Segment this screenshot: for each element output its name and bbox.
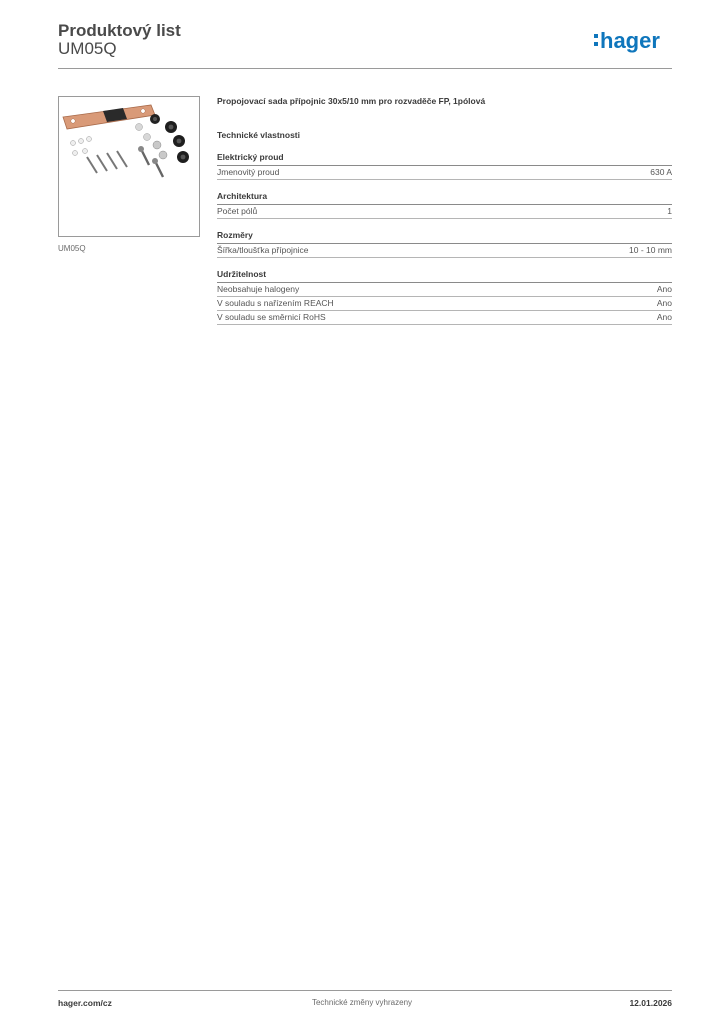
footer-notice: Technické změny vyhrazeny	[311, 998, 413, 1007]
product-image	[58, 96, 200, 237]
spec-row	[217, 205, 672, 219]
page-title: Produktový list	[58, 21, 181, 40]
spec-label: V souladu s nařízením REACH	[217, 298, 334, 308]
product-description: Propojovací sada přípojnic 30x5/10 mm pro rozvaděče FP, 1pólová	[217, 96, 486, 106]
spec-label: Neobsahuje halogeny	[217, 284, 300, 294]
spec-row	[217, 297, 672, 311]
svg-text:hager: hager	[600, 28, 660, 53]
section-sustainability	[217, 269, 672, 325]
image-caption: UM05Q	[58, 244, 86, 253]
spec-label: V souladu se směrnicí RoHS	[217, 312, 326, 322]
footer-date: 12.01.2026	[629, 998, 672, 1008]
spec-row	[217, 166, 672, 180]
section-electric-current	[217, 152, 672, 180]
spec-row	[217, 244, 672, 258]
product-details	[217, 96, 672, 325]
section-title: Udržitelnost	[217, 269, 672, 283]
spec-value: 630 A	[650, 167, 672, 177]
spec-label: Počet pólů	[217, 206, 258, 216]
header-divider	[58, 68, 672, 69]
spec-label: Jmenovitý proud	[217, 167, 280, 177]
section-dimensions	[217, 230, 672, 258]
busbar-connection-kit-photo-icon	[59, 97, 199, 236]
spec-value: Ano	[656, 284, 672, 294]
footer-divider	[58, 990, 672, 991]
hager-logo	[594, 26, 674, 56]
spec-label: Šířka/tloušťka přípojnice	[217, 245, 309, 255]
section-title: Elektrický proud	[217, 152, 672, 166]
section-title: Architektura	[217, 191, 672, 205]
spec-value: Ano	[656, 298, 672, 308]
product-code: UM05Q	[58, 39, 117, 58]
spec-row	[217, 311, 672, 325]
spec-value: 10 - 10 mm	[629, 245, 672, 255]
section-title: Rozměry	[217, 230, 672, 244]
spec-row	[217, 283, 672, 297]
spec-value: Ano	[656, 312, 672, 322]
spec-value: 1	[667, 206, 672, 216]
footer-website-link[interactable]: hager.com/cz	[58, 998, 112, 1008]
section-architecture	[217, 191, 672, 219]
technical-properties-heading: Technické vlastnosti	[217, 130, 300, 140]
